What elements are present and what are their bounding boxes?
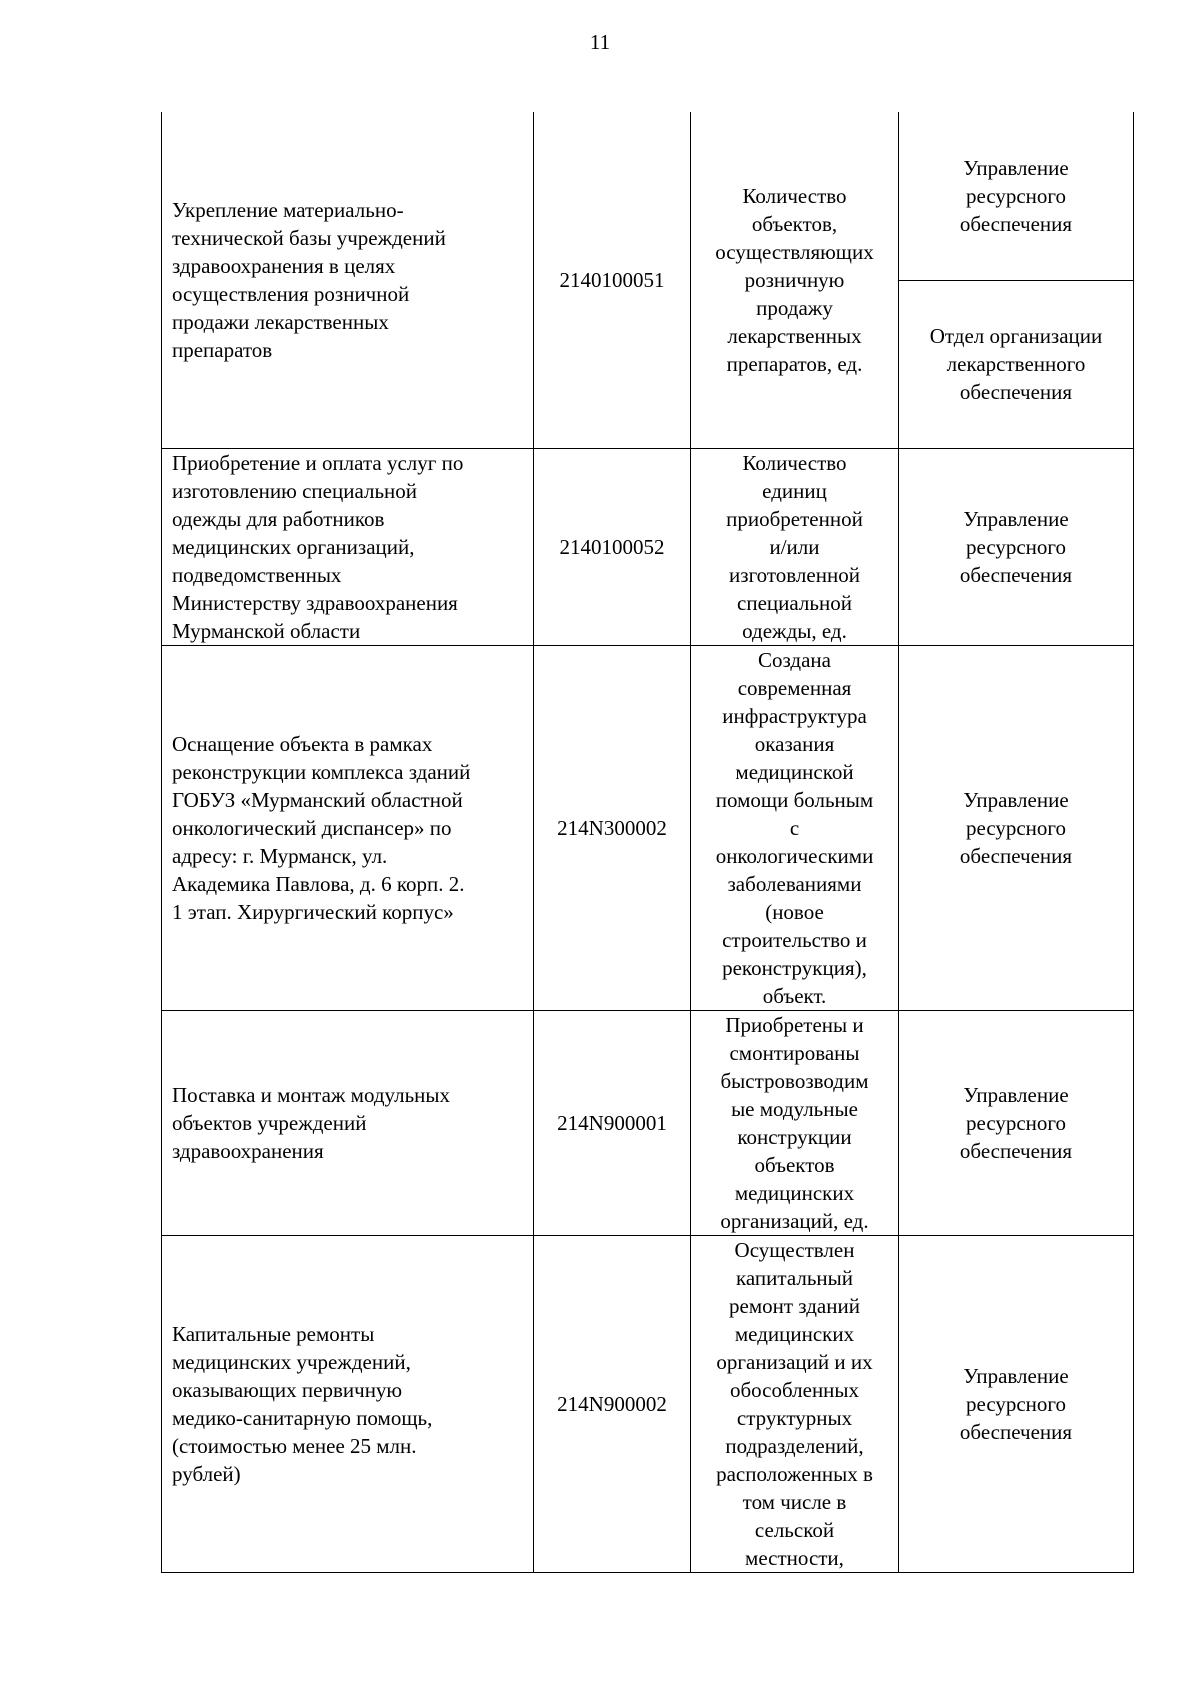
measure-name bbox=[172, 196, 525, 364]
text-line: ресурсного bbox=[965, 1391, 1067, 1416]
text-line: Приобретение и оплата услуг по bbox=[172, 450, 464, 475]
table-row bbox=[162, 112, 1134, 280]
text-line: организаций, ед. bbox=[720, 1208, 869, 1233]
text-line: реконструкция), bbox=[722, 955, 867, 980]
text-line: капитальный bbox=[736, 1265, 853, 1290]
text-line: обеспечения bbox=[959, 843, 1073, 868]
indicator-cell bbox=[691, 112, 899, 448]
measure-code: 2140100052 bbox=[559, 534, 665, 559]
text-line: продажи лекарственных bbox=[172, 309, 389, 334]
text-line: заболеваниями bbox=[727, 871, 862, 896]
text-line: здравоохранения bbox=[172, 1138, 324, 1163]
measure-name bbox=[172, 449, 525, 645]
text-line: специальной bbox=[737, 590, 852, 615]
text-line: изготовлению специальной bbox=[172, 478, 417, 503]
table-row bbox=[162, 1235, 1134, 1572]
indicator-cell bbox=[691, 1235, 899, 1572]
measure-code-cell bbox=[534, 1010, 691, 1235]
indicator-text bbox=[695, 1011, 894, 1235]
text-line: ресурсного bbox=[965, 1110, 1067, 1135]
measure-code-cell bbox=[534, 448, 691, 645]
text-line: обеспечения bbox=[959, 211, 1073, 236]
indicator-text bbox=[695, 646, 894, 1010]
responsible-text bbox=[905, 505, 1127, 589]
text-line: объектов bbox=[754, 1152, 835, 1177]
text-line: быстровозводим bbox=[720, 1068, 869, 1093]
text-line: том числе в bbox=[742, 1489, 847, 1514]
text-line: сельской bbox=[754, 1517, 835, 1542]
text-line: объект. bbox=[762, 983, 827, 1008]
text-line: онкологический диспансер» по bbox=[172, 815, 452, 840]
text-line: медицинских bbox=[734, 1321, 855, 1346]
text-line: ые модульные bbox=[731, 1096, 858, 1121]
responsible-cell bbox=[899, 112, 1134, 280]
table-row bbox=[162, 448, 1134, 645]
text-line: современная bbox=[737, 675, 852, 700]
text-line: Поставка и монтаж модульных bbox=[172, 1082, 451, 1107]
text-line: Мурманской области bbox=[172, 618, 361, 643]
responsible-cell bbox=[899, 1235, 1134, 1572]
measure-code: 214N300002 bbox=[557, 815, 667, 840]
text-line: Управление bbox=[963, 155, 1069, 180]
responsible-cell bbox=[899, 645, 1134, 1010]
text-line: Управление bbox=[963, 1363, 1069, 1388]
measure-name-cell bbox=[162, 1010, 534, 1235]
text-line: приобретенной bbox=[726, 506, 863, 531]
text-line: смонтированы bbox=[729, 1040, 860, 1065]
text-line: Управление bbox=[963, 506, 1069, 531]
text-line: единиц bbox=[762, 478, 827, 503]
text-line: подведомственных bbox=[172, 562, 342, 587]
text-line: Оснащение объекта в рамках bbox=[172, 731, 433, 756]
measures-table bbox=[161, 112, 1134, 1573]
responsible-text bbox=[905, 1362, 1127, 1446]
responsible-text bbox=[905, 322, 1127, 406]
indicator-cell bbox=[691, 645, 899, 1010]
text-line: Академика Павлова, д. 6 корп. 2. bbox=[172, 871, 465, 896]
text-line: рублей) bbox=[172, 1461, 241, 1486]
text-line: местности, bbox=[745, 1545, 844, 1570]
table-row bbox=[162, 645, 1134, 1010]
text-line: обеспечения bbox=[959, 380, 1073, 404]
indicator-text bbox=[695, 449, 894, 645]
text-line: инфраструктура bbox=[722, 703, 867, 728]
measure-name-cell bbox=[162, 448, 534, 645]
text-line: подразделений, bbox=[725, 1433, 864, 1458]
text-line: Количество bbox=[742, 183, 847, 208]
text-line: Управление bbox=[963, 1082, 1069, 1107]
text-line: онкологическими bbox=[715, 843, 874, 868]
text-line: ресурсного bbox=[965, 815, 1067, 840]
text-line: обеспечения bbox=[959, 562, 1073, 587]
text-line: (новое bbox=[765, 899, 824, 924]
measure-name-cell bbox=[162, 645, 534, 1010]
text-line: адресу: г. Мурманск, ул. bbox=[172, 843, 388, 868]
text-line: и/или bbox=[769, 534, 820, 559]
text-line: розничную bbox=[744, 267, 845, 292]
text-line: обеспечения bbox=[959, 1419, 1073, 1444]
measure-code-cell bbox=[534, 112, 691, 448]
text-line: осуществляющих bbox=[715, 239, 874, 264]
text-line: ремонт зданий bbox=[729, 1293, 860, 1318]
text-line: Укрепление материально- bbox=[172, 197, 404, 222]
text-line: оказания bbox=[754, 731, 835, 756]
text-line: продажу bbox=[756, 295, 833, 320]
measure-name-cell bbox=[162, 112, 534, 448]
page-number: 11 bbox=[589, 30, 611, 54]
text-line: Капитальные ремонты bbox=[172, 1321, 375, 1346]
text-line: ресурсного bbox=[965, 183, 1067, 208]
text-line: медико-санитарную помощь, bbox=[172, 1405, 433, 1430]
responsible-cell bbox=[899, 1010, 1134, 1235]
text-line: медицинских учреждений, bbox=[172, 1349, 411, 1374]
text-line: технической базы учреждений bbox=[172, 225, 446, 250]
text-line: лекарственного bbox=[946, 352, 1086, 376]
text-line: Количество bbox=[742, 450, 847, 475]
text-line: объектов, bbox=[751, 211, 838, 236]
measure-code: 2140100051 bbox=[559, 267, 665, 292]
text-line: медицинских bbox=[734, 1180, 855, 1205]
text-line: Министерству здравоохранения bbox=[172, 590, 458, 615]
text-line: расположенных в bbox=[716, 1461, 873, 1486]
text-line: ресурсного bbox=[965, 534, 1067, 559]
text-line: Создана bbox=[758, 647, 831, 672]
text-line: ГОБУЗ «Мурманский областной bbox=[172, 787, 463, 812]
measure-name bbox=[172, 730, 525, 926]
measure-name bbox=[172, 1081, 525, 1165]
text-line: осуществления розничной bbox=[172, 281, 410, 306]
indicator-text bbox=[695, 1236, 894, 1572]
measure-name bbox=[172, 1320, 525, 1488]
text-line: лекарственных bbox=[727, 323, 862, 348]
text-line: структурных bbox=[736, 1405, 853, 1430]
text-line: Управление bbox=[963, 787, 1069, 812]
indicator-cell bbox=[691, 448, 899, 645]
text-line: 1 этап. Хирургический корпус» bbox=[172, 899, 454, 924]
text-line: оказывающих первичную bbox=[172, 1377, 403, 1402]
text-line: препаратов, ед. bbox=[726, 351, 863, 376]
text-line: препаратов bbox=[172, 337, 273, 362]
text-line: изготовленной bbox=[729, 562, 860, 587]
measure-code-cell bbox=[534, 645, 691, 1010]
responsible-cell bbox=[899, 280, 1134, 448]
text-line: медицинской bbox=[735, 759, 854, 784]
text-line: строительство и bbox=[722, 927, 867, 952]
text-line: помощи больным bbox=[715, 787, 874, 812]
text-line: одежды, ед. bbox=[742, 618, 847, 643]
responsible-cell bbox=[899, 448, 1134, 645]
text-line: Приобретены и bbox=[725, 1012, 864, 1037]
text-line: организаций и их bbox=[716, 1349, 873, 1374]
measure-code-cell bbox=[534, 1235, 691, 1572]
text-line: одежды для работников bbox=[172, 506, 385, 531]
measure-code: 214N900002 bbox=[557, 1391, 667, 1416]
responsible-text bbox=[905, 786, 1127, 870]
indicator-cell bbox=[691, 1010, 899, 1235]
responsible-text bbox=[905, 154, 1127, 238]
text-line: Осуществлен bbox=[734, 1237, 855, 1262]
measure-name-cell bbox=[162, 1235, 534, 1572]
text-line: медицинских организаций, bbox=[172, 534, 415, 559]
text-line: с bbox=[789, 815, 800, 840]
text-line: обеспечения bbox=[959, 1138, 1073, 1163]
text-line: конструкции bbox=[737, 1124, 852, 1149]
text-line: Отдел организации bbox=[929, 324, 1103, 348]
text-line: обособленных bbox=[729, 1377, 860, 1402]
text-line: (стоимостью менее 25 млн. bbox=[172, 1433, 417, 1458]
responsible-text bbox=[905, 1081, 1127, 1165]
table-row bbox=[162, 1010, 1134, 1235]
text-line: здравоохранения в целях bbox=[172, 253, 396, 278]
indicator-text bbox=[695, 182, 894, 378]
measure-code: 214N900001 bbox=[557, 1110, 667, 1135]
text-line: реконструкции комплекса зданий bbox=[172, 759, 471, 784]
text-line: объектов учреждений bbox=[172, 1110, 367, 1135]
